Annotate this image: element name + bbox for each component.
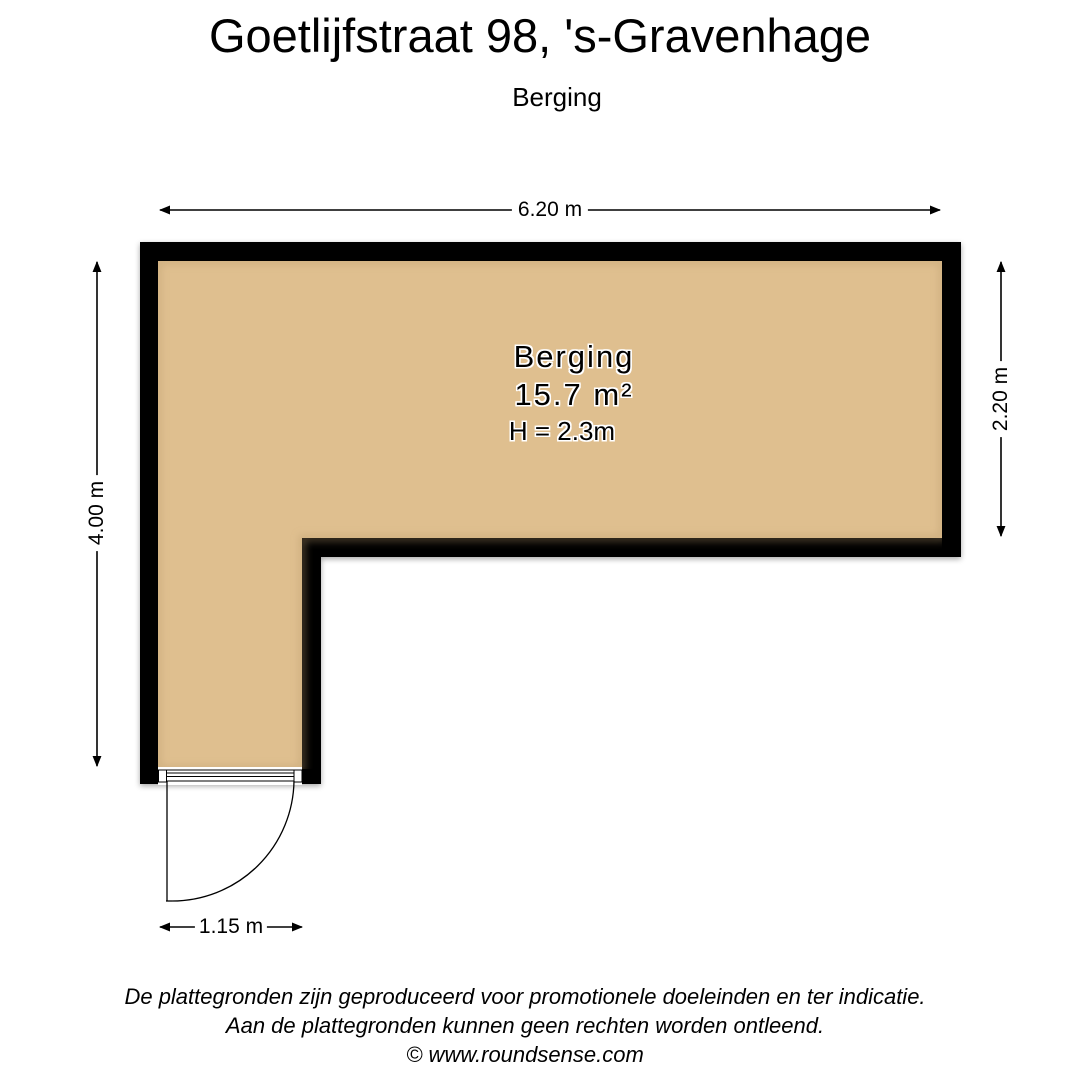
page-title: Goetlijfstraat 98, 's-Gravenhage bbox=[208, 9, 872, 62]
room-height: H = 2.3m bbox=[508, 416, 616, 446]
door-swing-icon bbox=[172, 781, 294, 901]
dimension-label-door-width: 1.15 m bbox=[195, 915, 267, 939]
room-name: Berging bbox=[513, 339, 635, 374]
disclaimer-line-2: Aan de plattegronden kunnen geen rechten worden ontleend. bbox=[225, 1013, 825, 1038]
room-area: 15.7 m² bbox=[514, 377, 634, 412]
floor-subtitle: Berging bbox=[512, 82, 602, 112]
disclaimer-line-1: De plattegronden zijn geproduceerd voor promotionele doeleinden en ter indicatie. bbox=[124, 984, 926, 1009]
door bbox=[158, 767, 302, 901]
disclaimer bbox=[0, 982, 1050, 1069]
copyright: © www.roundsense.com bbox=[406, 1042, 644, 1067]
room-label bbox=[508, 338, 635, 448]
dimension-label-right-depth: 2.20 m bbox=[989, 361, 1013, 437]
dimension-label-depth: 4.00 m bbox=[85, 475, 109, 551]
dimension-label-width: 6.20 m bbox=[512, 198, 588, 222]
